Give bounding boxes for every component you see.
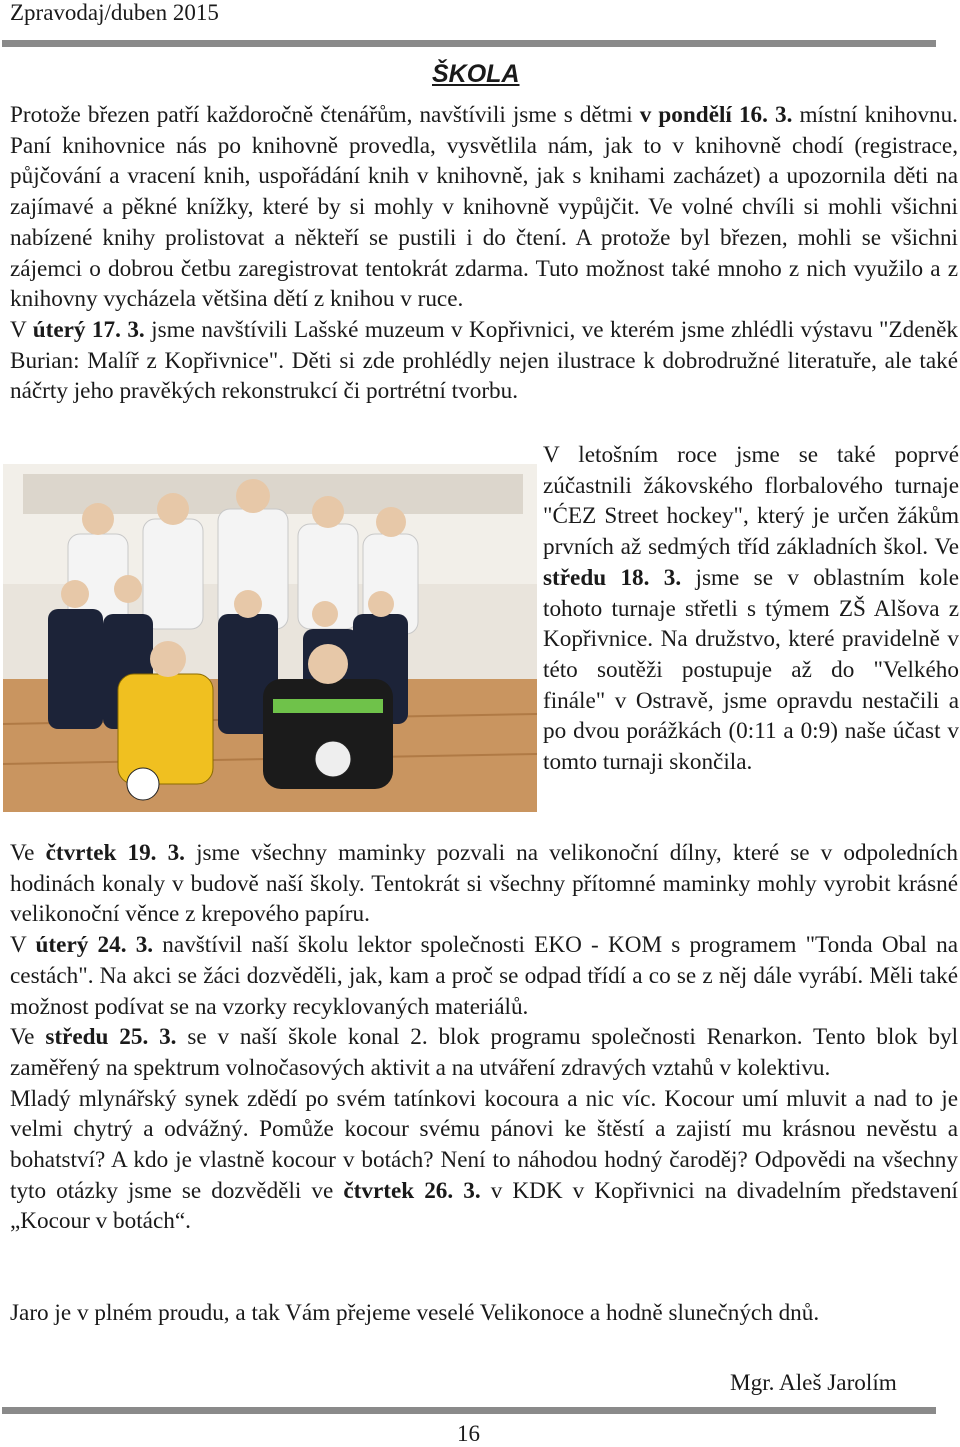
paragraph-renarkon: Ve středu 25. 3. se v naší škole konal 2. blok programu společnosti Renarkon. Tento blok byl zaměřený na spektrum volnočasových aktivit a na utváření zdravých vztahů v kolektivu. [10, 1024, 959, 1081]
section-title: ŠKOLA [432, 60, 520, 88]
date-highlight: v pondělí 16. 3. [639, 102, 793, 128]
floorball-team-photo [3, 464, 537, 812]
page-number: 16 [457, 1421, 480, 1446]
paragraph-eko-kom: V úterý 24. 3. navštívil naší školu lektor společnosti EKO - KOM s programem "Tonda Obal na cestách". Na akci se žáci dozvěděli, jak, kam a proč se odpad třídí a co se z něj dále vyrábí. Měli také možnost podívat se na vzorky recyklovaných materiálů. [10, 932, 959, 1020]
signature: Mgr. Aleš Jarolím [730, 1370, 897, 1396]
top-text-block [10, 100, 958, 407]
top-rule [2, 40, 936, 47]
paragraph-library: Protože březen patří každoročně čtenářům, navštívili jsme s dětmi v pondělí 16. 3. místní knihovnu. Paní knihovnice nás po knihovně provedla, vysvětlila nám, jak to v knihovně chodí (registrace, půjčování a vracení knih, uspořádání knih v knihovně, jak s knihami zacházet) a upozornila děti na zajímavé a pěkné knížky, které by si mohly v knihovně vypůjčit. Ve volné chvíli si mohli všichni nabízené knihy prolistovat a někteří se pustili i do čtení. A protože byl březen, mohli se všichni zájemci o dobrou četbu zaregistrovat tentokrát zdarma. Tuto možnost také mnoho z nich využilo a z knihovny vycházela většina dětí z knihou v ruce. [10, 102, 958, 313]
team-photo [3, 464, 537, 812]
date-highlight: čtvrtek 26. 3. [343, 1177, 481, 1204]
bottom-text-block [10, 838, 958, 1237]
bottom-rule [2, 1407, 936, 1414]
paragraph-puss-in-boots: Mladý mlynářský synek zdědí po svém tatínkovi kocoura a nic víc. Kocour umí mluvit a nad to je velmi chytrý a odvážný. Pomůže kocour svému pánovi ke štěstí a zajistí mu krásnou nevěstu a bohatství? A kdo je vlastně kocour v botách? Není to náhodou hodný čaroděj? Odpovědi na všechny tyto otázky jsme se dozvěděli ve čtvrtek 26. 3. v KDK v Kopřivnici na divadelním představení „Kocour v botách“. [10, 1085, 958, 1235]
closing-line: Jaro je v plném proudu, a tak Vám přejeme veselé Velikonoce a hodně slunečných dnů. [10, 1300, 820, 1326]
newsletter-header: Zpravodaj/duben 2015 [10, 0, 219, 25]
side-text-block: V letošním roce jsme se také poprvé zúčastnili žákovského florbalového turnaje "ĆEZ Street hockey", který je určen žákům prvních až sedmých tříd základních škol. Ve středu 18. 3. jsme se v oblastním kole tohoto turnaje střetli s týmem ZŠ Alšova z Kopřivnice. Na družstvo, které pravidelně v této soutěži postupuje až do "Velkého finále" v Ostravě, jsme opravdu nestačili a po dvou porážkách (0:11 a 0:9) naše účast v tomto turnaji skončila. [543, 442, 959, 776]
date-highlight: středu 18. 3. [543, 564, 682, 591]
date-highlight: úterý 17. 3. [32, 316, 145, 343]
date-highlight: úterý 24. 3. [35, 932, 154, 959]
date-highlight: čtvrtek 19. 3. [45, 840, 185, 866]
paragraph-museum: V úterý 17. 3. jsme navštívili Lašské muzeum v Kopřivnici, ve kterém jsme zhlédli výstavu "Zdeněk Burian: Malíř z Kopřivnice". Děti si zde prohlédly nejen ilustrace k dobrodružné literatuře, ale také náčrty jeho pravěkých rekonstrukcí či portrétní tvorbu. [10, 316, 959, 405]
paragraph-easter-workshop: Ve čtvrtek 19. 3. jsme všechny maminky pozvali na velikonoční dílny, které se v odpoledních hodinách konaly v budově naší školy. Tentokrát si všechny přítomné maminky mohly vyrobit krásné velikonoční věnce z krepového papíru. [10, 840, 958, 928]
date-highlight: středu 25. 3. [45, 1024, 177, 1051]
